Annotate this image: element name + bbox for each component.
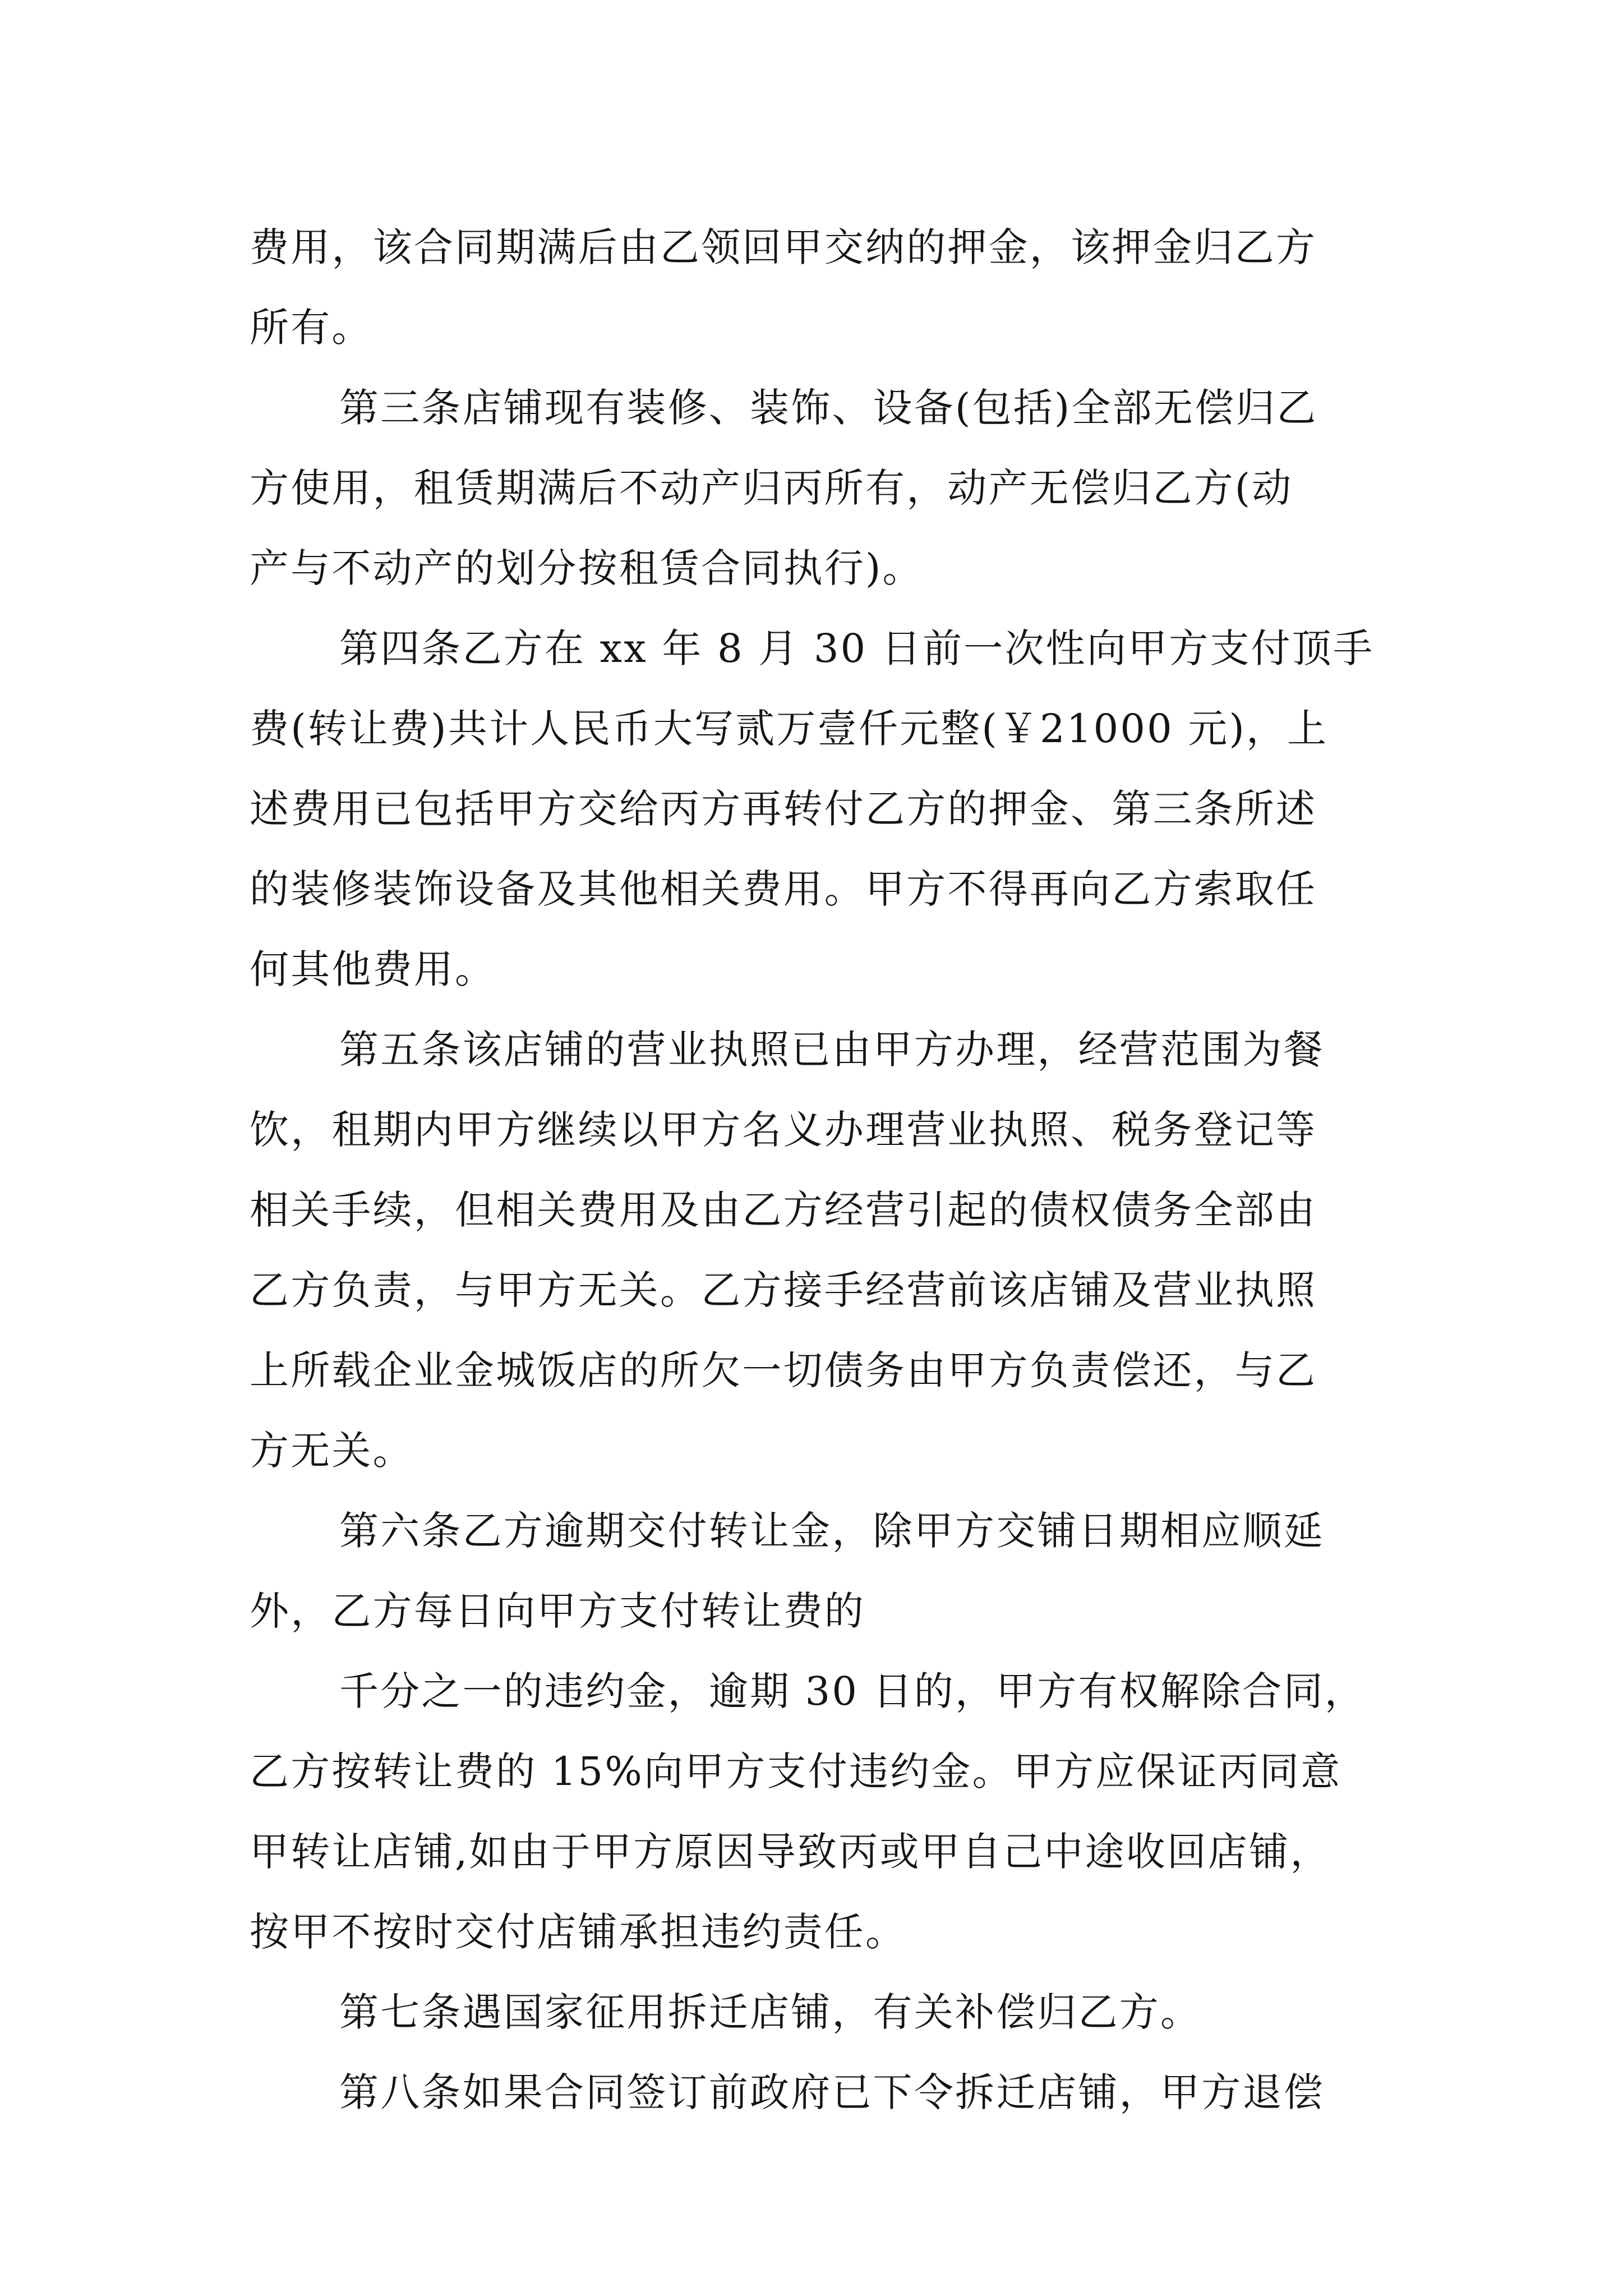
text-line: 千分之一的违约金，逾期 30 日的，甲方有权解除合同， bbox=[339, 1668, 1366, 1714]
contract-body-text bbox=[250, 208, 1385, 2133]
text-line: 所有。 bbox=[250, 305, 373, 351]
text-line: 方使用，租赁期满后不动产归丙所有，动产无偿归乙方(动 bbox=[250, 465, 1293, 511]
text-line: 方无关。 bbox=[250, 1428, 414, 1474]
text-line: 上所载企业金城饭店的所欠一切债务由甲方负责偿还，与乙 bbox=[250, 1347, 1317, 1393]
text-line: 何其他费用。 bbox=[250, 946, 496, 992]
text-line: 费用，该合同期满后由乙领回甲交纳的押金，该押金归乙方 bbox=[250, 224, 1317, 270]
text-line: 产与不动产的划分按租赁合同执行)。 bbox=[250, 545, 924, 591]
text-line: 乙方负责，与甲方无关。乙方接手经营前该店铺及营业执照 bbox=[250, 1267, 1317, 1313]
text-line: 第四条乙方在 xx 年 8 月 30 日前一次性向甲方支付顶手 bbox=[339, 625, 1375, 671]
text-line: 述费用已包括甲方交给丙方再转付乙方的押金、第三条所述 bbox=[250, 786, 1317, 832]
text-line: 按甲不按时交付店铺承担违约责任。 bbox=[250, 1909, 907, 1955]
text-line: 甲转让店铺,如由于甲方原因导致丙或甲自己中途收回店铺， bbox=[250, 1829, 1331, 1875]
text-line: 外，乙方每日向甲方支付转让费的 bbox=[250, 1588, 865, 1634]
text-line: 第八条如果合同签订前政府已下令拆迁店铺，甲方退偿 bbox=[339, 2069, 1325, 2115]
text-line: 第七条遇国家征用拆迁店铺，有关补偿归乙方。 bbox=[339, 1989, 1202, 2035]
text-line: 第六条乙方逾期交付转让金，除甲方交铺日期相应顺延 bbox=[339, 1508, 1325, 1554]
text-line: 乙方按转让费的 15%向甲方支付违约金。甲方应保证丙同意 bbox=[250, 1749, 1342, 1795]
text-line: 费(转让费)共计人民币大写贰万壹仟元整(￥21000 元)，上 bbox=[250, 706, 1329, 752]
text-line: 第三条店铺现有装修、装饰、设备(包括)全部无偿归乙 bbox=[339, 385, 1318, 431]
text-line: 相关手续，但相关费用及由乙方经营引起的债权债务全部由 bbox=[250, 1187, 1317, 1233]
text-line: 饮，租期内甲方继续以甲方名义办理营业执照、税务登记等 bbox=[250, 1107, 1317, 1153]
text-line: 的装修装饰设备及其他相关费用。甲方不得再向乙方索取任 bbox=[250, 866, 1317, 912]
text-line: 第五条该店铺的营业执照已由甲方办理，经营范围为餐 bbox=[339, 1027, 1325, 1073]
